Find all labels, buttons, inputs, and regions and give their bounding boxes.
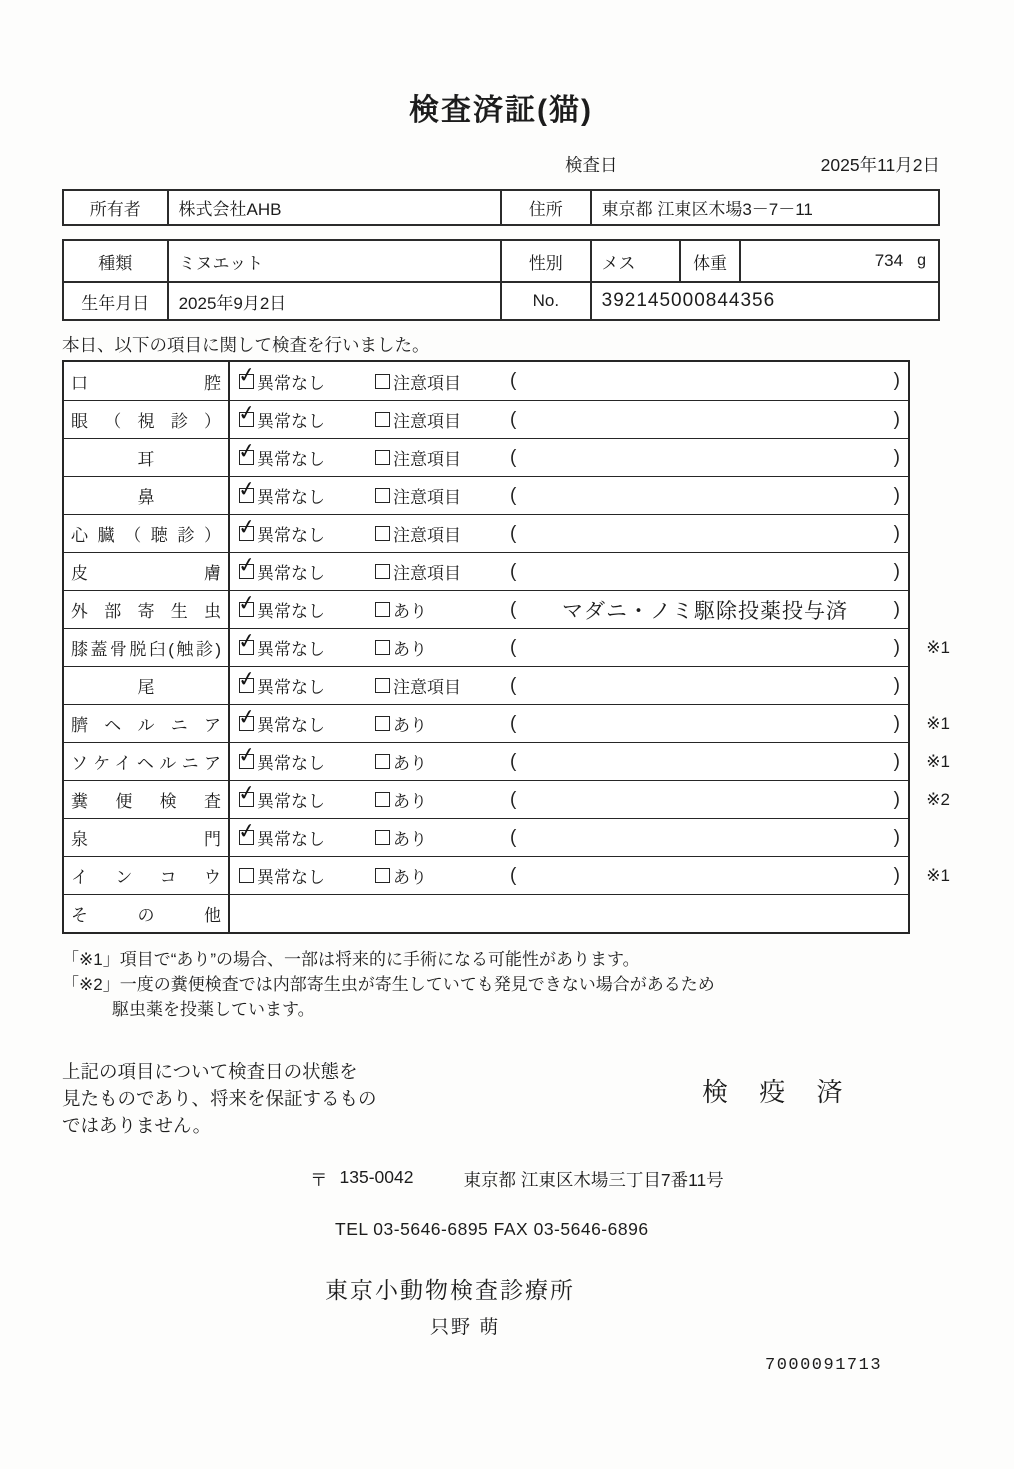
exam-row — [64, 780, 950, 818]
owner-value: 株式会社AHB — [167, 191, 500, 224]
checkbox-attention — [375, 749, 427, 774]
paren-close: ) — [893, 636, 900, 658]
attention-checkbox-cell — [367, 667, 502, 704]
exam-row — [64, 514, 908, 552]
checkbox-box — [236, 704, 258, 731]
exam-row — [64, 742, 950, 780]
checkbox-no-abnormality — [236, 780, 325, 812]
normal-checkbox-cell — [230, 781, 367, 818]
normal-checkbox-cell — [230, 591, 367, 628]
checkbox-attention-label: 注意項目 — [393, 526, 461, 545]
paren-open: ( — [510, 788, 517, 810]
exam-item-name-cell — [64, 553, 230, 590]
quarantine-stamp: 検 疫 済 — [702, 1077, 855, 1107]
checkbox-no-abnormality-label: 異常なし — [257, 373, 325, 393]
checkbox-box — [375, 602, 390, 617]
paren-close: ) — [893, 408, 900, 430]
owner-info-row — [62, 189, 940, 226]
check-mark-icon: ✓ — [236, 704, 258, 731]
checkbox-box — [375, 488, 390, 503]
checkbox-attention-label: あり — [393, 640, 427, 659]
checkbox-attention — [375, 597, 427, 622]
check-mark-icon: ✓ — [236, 362, 258, 388]
exam-row — [64, 894, 908, 932]
sex-value: メス — [590, 241, 680, 281]
checkbox-box — [375, 640, 390, 655]
birthdate-label: 生年月日 — [81, 293, 150, 313]
intro-text: 本日、以下の項目に関して検査を行いました。 — [62, 335, 430, 355]
check-mark-icon: ✓ — [236, 666, 258, 693]
inspection-date-label: 検査日 — [565, 154, 618, 175]
normal-checkbox-cell — [230, 439, 367, 476]
checkbox-box — [375, 564, 390, 579]
checkbox-no-abnormality — [236, 742, 325, 774]
paren-open: ( — [510, 560, 517, 582]
remarks-cell — [502, 895, 908, 932]
attention-checkbox-cell — [367, 705, 502, 742]
attention-checkbox-cell — [367, 781, 502, 818]
paren-close: ) — [893, 370, 900, 391]
exam-item-label: 鼻 — [137, 488, 155, 507]
attention-checkbox-cell — [367, 439, 502, 476]
normal-checkbox-cell — [230, 515, 367, 552]
checkbox-no-abnormality-label: 異常なし — [257, 678, 325, 697]
paren-close: ) — [893, 560, 900, 582]
remarks-cell — [502, 629, 908, 666]
postal-mark: 〒 — [310, 1170, 328, 1190]
paren-open: ( — [510, 826, 517, 848]
inspection-date-value: 2025年11月2日 — [820, 154, 940, 175]
attention-checkbox-cell — [367, 477, 502, 514]
animal-detail-box — [62, 239, 940, 321]
exam-item-name-cell — [64, 895, 230, 932]
exam-item-label: 皮膚 — [71, 564, 221, 583]
checkbox-box — [236, 628, 258, 655]
paren-open: ( — [510, 408, 517, 430]
exam-row — [64, 590, 908, 628]
exam-item-label: 口腔 — [71, 373, 221, 393]
disclaimer-line-2: 見たものであり、将来を保証するもの — [62, 1088, 377, 1109]
checkbox-box — [236, 362, 258, 389]
weight-cell — [739, 241, 938, 281]
checkbox-attention — [375, 445, 461, 470]
exam-item-name-cell — [64, 591, 230, 628]
exam-item-label: ソケイヘルニア — [71, 754, 221, 773]
check-mark-icon: ✓ — [236, 476, 258, 503]
exam-item-name-cell — [64, 819, 230, 856]
checkbox-box — [375, 830, 390, 845]
exam-table — [62, 360, 950, 934]
paren-open: ( — [510, 750, 517, 772]
exam-item-label: 糞便検査 — [71, 792, 221, 811]
paren-open: ( — [510, 864, 517, 886]
checkbox-box — [236, 742, 258, 769]
paren-close: ) — [893, 674, 900, 696]
remarks-cell — [502, 781, 908, 818]
checkbox-attention-label: あり — [393, 792, 427, 811]
exam-row — [64, 476, 908, 514]
attention-checkbox-cell — [367, 629, 502, 666]
checkbox-box — [375, 754, 390, 769]
birth-no-row — [64, 281, 938, 319]
paren-close: ) — [893, 598, 900, 620]
checkbox-attention-label: 注意項目 — [393, 564, 461, 583]
exam-item-label: 心臓（聴診） — [71, 526, 221, 545]
remarks-cell — [502, 857, 908, 894]
exam-item-label: その他 — [71, 906, 221, 925]
exam-item-label: 臍ヘルニア — [71, 716, 221, 735]
checkbox-box — [236, 666, 258, 693]
exam-item-name-cell — [64, 743, 230, 780]
exam-item-name-cell — [64, 857, 230, 894]
checkbox-box — [236, 552, 258, 579]
disclaimer — [62, 1058, 482, 1139]
checkbox-attention — [375, 483, 461, 508]
serial-number: 7000091713 — [765, 1356, 883, 1375]
normal-checkbox-cell — [230, 553, 367, 590]
checkbox-no-abnormality — [236, 438, 325, 470]
paren-close: ) — [893, 750, 900, 772]
paren-close: ) — [893, 446, 900, 468]
checkbox-box — [375, 374, 390, 389]
breed-value: ミヌエット — [167, 241, 500, 281]
checkbox-attention-label: あり — [393, 830, 427, 849]
veterinarian-name: 只野 萌 — [430, 1317, 501, 1338]
checkbox-no-abnormality-label: 異常なし — [257, 412, 325, 431]
paren-close: ) — [893, 788, 900, 810]
weight-value: 734 — [874, 251, 904, 270]
exam-item-name-cell — [64, 667, 230, 704]
exam-row — [64, 818, 908, 856]
remarks-cell — [502, 667, 908, 704]
remarks-cell — [502, 401, 908, 438]
check-mark-icon: ✓ — [236, 780, 258, 807]
checkbox-box — [375, 450, 390, 465]
attention-checkbox-cell — [367, 362, 502, 400]
paren-open: ( — [510, 522, 517, 544]
footnote-2-line2: 駆虫薬を投薬しています。 — [112, 1000, 315, 1019]
paren-open: ( — [510, 446, 517, 468]
paren-close: ) — [893, 864, 900, 886]
paren-close: ) — [893, 484, 900, 506]
disclaimer-line-3: ではありません。 — [62, 1115, 212, 1136]
checkbox-attention — [375, 521, 461, 546]
paren-open: ( — [510, 712, 517, 734]
sex-label: 性別 — [500, 241, 590, 281]
checkbox-box — [236, 476, 258, 503]
normal-checkbox-cell — [230, 362, 367, 400]
exam-row — [64, 856, 950, 894]
check-mark-icon: ✓ — [236, 628, 258, 655]
paren-open: ( — [510, 674, 517, 696]
checkbox-no-abnormality-label: 異常なし — [257, 868, 325, 887]
exam-item-name-cell — [64, 362, 230, 400]
address-label: 住所 — [500, 191, 590, 224]
checkbox-no-abnormality-label: 異常なし — [257, 792, 325, 811]
check-mark-icon: ✓ — [236, 552, 258, 579]
paren-open: ( — [510, 636, 517, 658]
exam-item-label: 尾 — [137, 678, 155, 697]
no-value: 392145000844356 — [590, 283, 938, 319]
checkbox-no-abnormality — [236, 818, 325, 850]
breed-label: 種類 — [98, 253, 133, 273]
footnote-1: 「※1」項目で“あり”の場合、一部は将来的に手術になる可能性があります。 — [62, 950, 640, 969]
exam-item-label: 泉門 — [71, 830, 221, 849]
clinic-name: 東京小動物検査診療所 — [325, 1277, 575, 1303]
checkbox-box — [236, 514, 258, 541]
checkbox-no-abnormality-label: 異常なし — [257, 488, 325, 507]
checkbox-box — [375, 412, 390, 427]
attention-checkbox-cell — [367, 743, 502, 780]
checkbox-box — [375, 868, 390, 883]
tel-fax-line: TEL 03-5646-6895 FAX 03-5646-6896 — [335, 1219, 649, 1239]
remarks-cell — [502, 477, 908, 514]
check-mark-icon: ✓ — [236, 742, 258, 769]
remarks-cell — [502, 705, 908, 742]
no-label: No. — [500, 283, 590, 319]
checkbox-no-abnormality — [239, 863, 325, 888]
birthdate-value: 2025年9月2日 — [167, 283, 500, 319]
footnotes — [62, 947, 940, 1022]
remarks-cell — [502, 819, 908, 856]
remarks-cell — [502, 591, 908, 628]
address-value: 東京都 江東区木場3－7－11 — [590, 191, 938, 224]
attention-checkbox-cell — [367, 515, 502, 552]
checkbox-no-abnormality — [236, 666, 325, 698]
exam-item-name-cell — [64, 629, 230, 666]
checkbox-attention-label: 注意項目 — [393, 678, 461, 697]
owner-label: 所有者 — [89, 200, 141, 219]
paren-open: ( — [510, 598, 517, 620]
check-mark-icon: ✓ — [236, 514, 258, 541]
checkbox-attention — [375, 711, 427, 736]
exam-item-name-cell — [64, 515, 230, 552]
checkbox-box — [375, 526, 390, 541]
remarks-cell — [502, 553, 908, 590]
attention-checkbox-cell — [367, 553, 502, 590]
remarks-cell — [502, 515, 908, 552]
checkbox-attention-label: あり — [393, 716, 427, 735]
exam-row — [64, 362, 908, 400]
checkbox-attention — [375, 673, 461, 698]
paren-open: ( — [510, 370, 517, 391]
checkbox-attention-label: 注意項目 — [393, 450, 461, 469]
checkbox-attention-label: あり — [393, 868, 427, 887]
exam-item-name-cell — [64, 477, 230, 514]
exam-item-name-cell — [64, 401, 230, 438]
footnote-mark: ※1 — [926, 751, 950, 771]
check-mark-icon: ✓ — [236, 400, 258, 427]
checkbox-no-abnormality-label: 異常なし — [257, 602, 325, 621]
normal-checkbox-cell — [230, 743, 367, 780]
checkbox-no-abnormality — [236, 552, 325, 584]
exam-item-label: インコウ — [71, 868, 221, 887]
normal-checkbox-cell — [230, 857, 367, 894]
normal-checkbox-cell — [230, 477, 367, 514]
breed-sex-weight-row — [64, 241, 938, 281]
checkbox-box — [236, 438, 258, 465]
attention-checkbox-cell — [367, 819, 502, 856]
checkbox-attention — [375, 369, 461, 394]
checkbox-attention-label: 注意項目 — [393, 373, 461, 393]
checkbox-attention — [375, 863, 427, 888]
remarks-cell — [502, 439, 908, 476]
normal-checkbox-cell — [230, 629, 367, 666]
remarks-cell — [502, 743, 908, 780]
weight-label: 体重 — [679, 241, 739, 281]
exam-item-label: 膝蓋骨脱臼(触診) — [71, 640, 221, 659]
checkbox-box — [236, 590, 258, 617]
checkbox-no-abnormality-label: 異常なし — [257, 526, 325, 545]
check-mark-icon: ✓ — [236, 438, 258, 465]
checkbox-attention-label: あり — [393, 602, 427, 621]
exam-item-name-cell — [64, 705, 230, 742]
attention-checkbox-cell — [367, 895, 502, 932]
exam-row — [64, 628, 950, 666]
exam-row — [64, 438, 908, 476]
exam-item-label: 眼（視診） — [71, 412, 221, 431]
postal-code: 135-0042 — [339, 1167, 414, 1187]
postal-address-line — [310, 1167, 940, 1192]
checkbox-attention — [375, 787, 427, 812]
weight-unit: g — [917, 252, 926, 269]
checkbox-attention — [375, 635, 427, 660]
checkbox-box — [375, 716, 390, 731]
checkbox-attention-label: 注意項目 — [393, 412, 461, 431]
checkbox-box — [239, 868, 254, 883]
checkbox-no-abnormality-label: 異常なし — [257, 450, 325, 469]
footnote-mark: ※1 — [926, 637, 950, 657]
checkbox-no-abnormality-label: 異常なし — [257, 754, 325, 773]
checkbox-attention — [375, 407, 461, 432]
inspection-date-row — [62, 153, 940, 175]
remarks-cell — [502, 362, 908, 400]
checkbox-box — [375, 792, 390, 807]
exam-row — [64, 400, 908, 438]
exam-item-name-cell — [64, 781, 230, 818]
normal-checkbox-cell — [230, 667, 367, 704]
page-title: 検査済証(猫) — [409, 94, 593, 127]
checkbox-attention-label: 注意項目 — [393, 488, 461, 507]
normal-checkbox-cell — [230, 895, 367, 932]
normal-checkbox-cell — [230, 819, 367, 856]
paren-close: ) — [893, 712, 900, 734]
normal-checkbox-cell — [230, 705, 367, 742]
checkbox-no-abnormality — [236, 628, 325, 660]
checkbox-no-abnormality — [236, 704, 325, 736]
check-mark-icon: ✓ — [236, 590, 258, 617]
checkbox-box — [236, 818, 258, 845]
paren-close: ) — [893, 826, 900, 848]
normal-checkbox-cell — [230, 401, 367, 438]
checkbox-no-abnormality-label: 異常なし — [257, 716, 325, 735]
checkbox-no-abnormality — [236, 362, 325, 394]
exam-row — [64, 666, 908, 704]
exam-item-label: 外部寄生虫 — [71, 602, 221, 621]
checkbox-box — [236, 780, 258, 807]
exam-item-label: 耳 — [137, 450, 155, 469]
exam-row — [64, 552, 908, 590]
checkbox-attention-label: あり — [393, 754, 427, 773]
attention-checkbox-cell — [367, 857, 502, 894]
checkbox-no-abnormality-label: 異常なし — [257, 564, 325, 583]
checkbox-no-abnormality — [236, 590, 325, 622]
attention-checkbox-cell — [367, 401, 502, 438]
remarks-text: マダニ・ノミ駆除投薬投与済 — [562, 599, 848, 623]
checkbox-no-abnormality-label: 異常なし — [257, 830, 325, 849]
attention-checkbox-cell — [367, 591, 502, 628]
spacer — [425, 1167, 451, 1192]
footnote-2-line1: 「※2」一度の糞便検査では内部寄生虫が寄生していても発見できない場合があるため — [62, 975, 715, 994]
disclaimer-line-1: 上記の項目について検査日の状態を — [62, 1061, 358, 1082]
paren-close: ) — [893, 522, 900, 544]
clinic-address: 東京都 江東区木場三丁目7番11号 — [463, 1170, 724, 1190]
exam-item-name-cell — [64, 439, 230, 476]
footnote-mark: ※1 — [926, 713, 950, 733]
checkbox-no-abnormality-label: 異常なし — [257, 640, 325, 659]
footnote-mark: ※1 — [926, 865, 950, 885]
checkbox-box — [236, 400, 258, 427]
footnote-mark: ※2 — [926, 789, 950, 809]
checkbox-no-abnormality — [236, 400, 325, 432]
checkbox-attention — [375, 559, 461, 584]
check-mark-icon: ✓ — [236, 818, 258, 845]
checkbox-attention — [375, 825, 427, 850]
paren-open: ( — [510, 484, 517, 506]
checkbox-box — [375, 678, 390, 693]
exam-row — [64, 704, 950, 742]
checkbox-no-abnormality — [236, 514, 325, 546]
checkbox-no-abnormality — [236, 476, 325, 508]
